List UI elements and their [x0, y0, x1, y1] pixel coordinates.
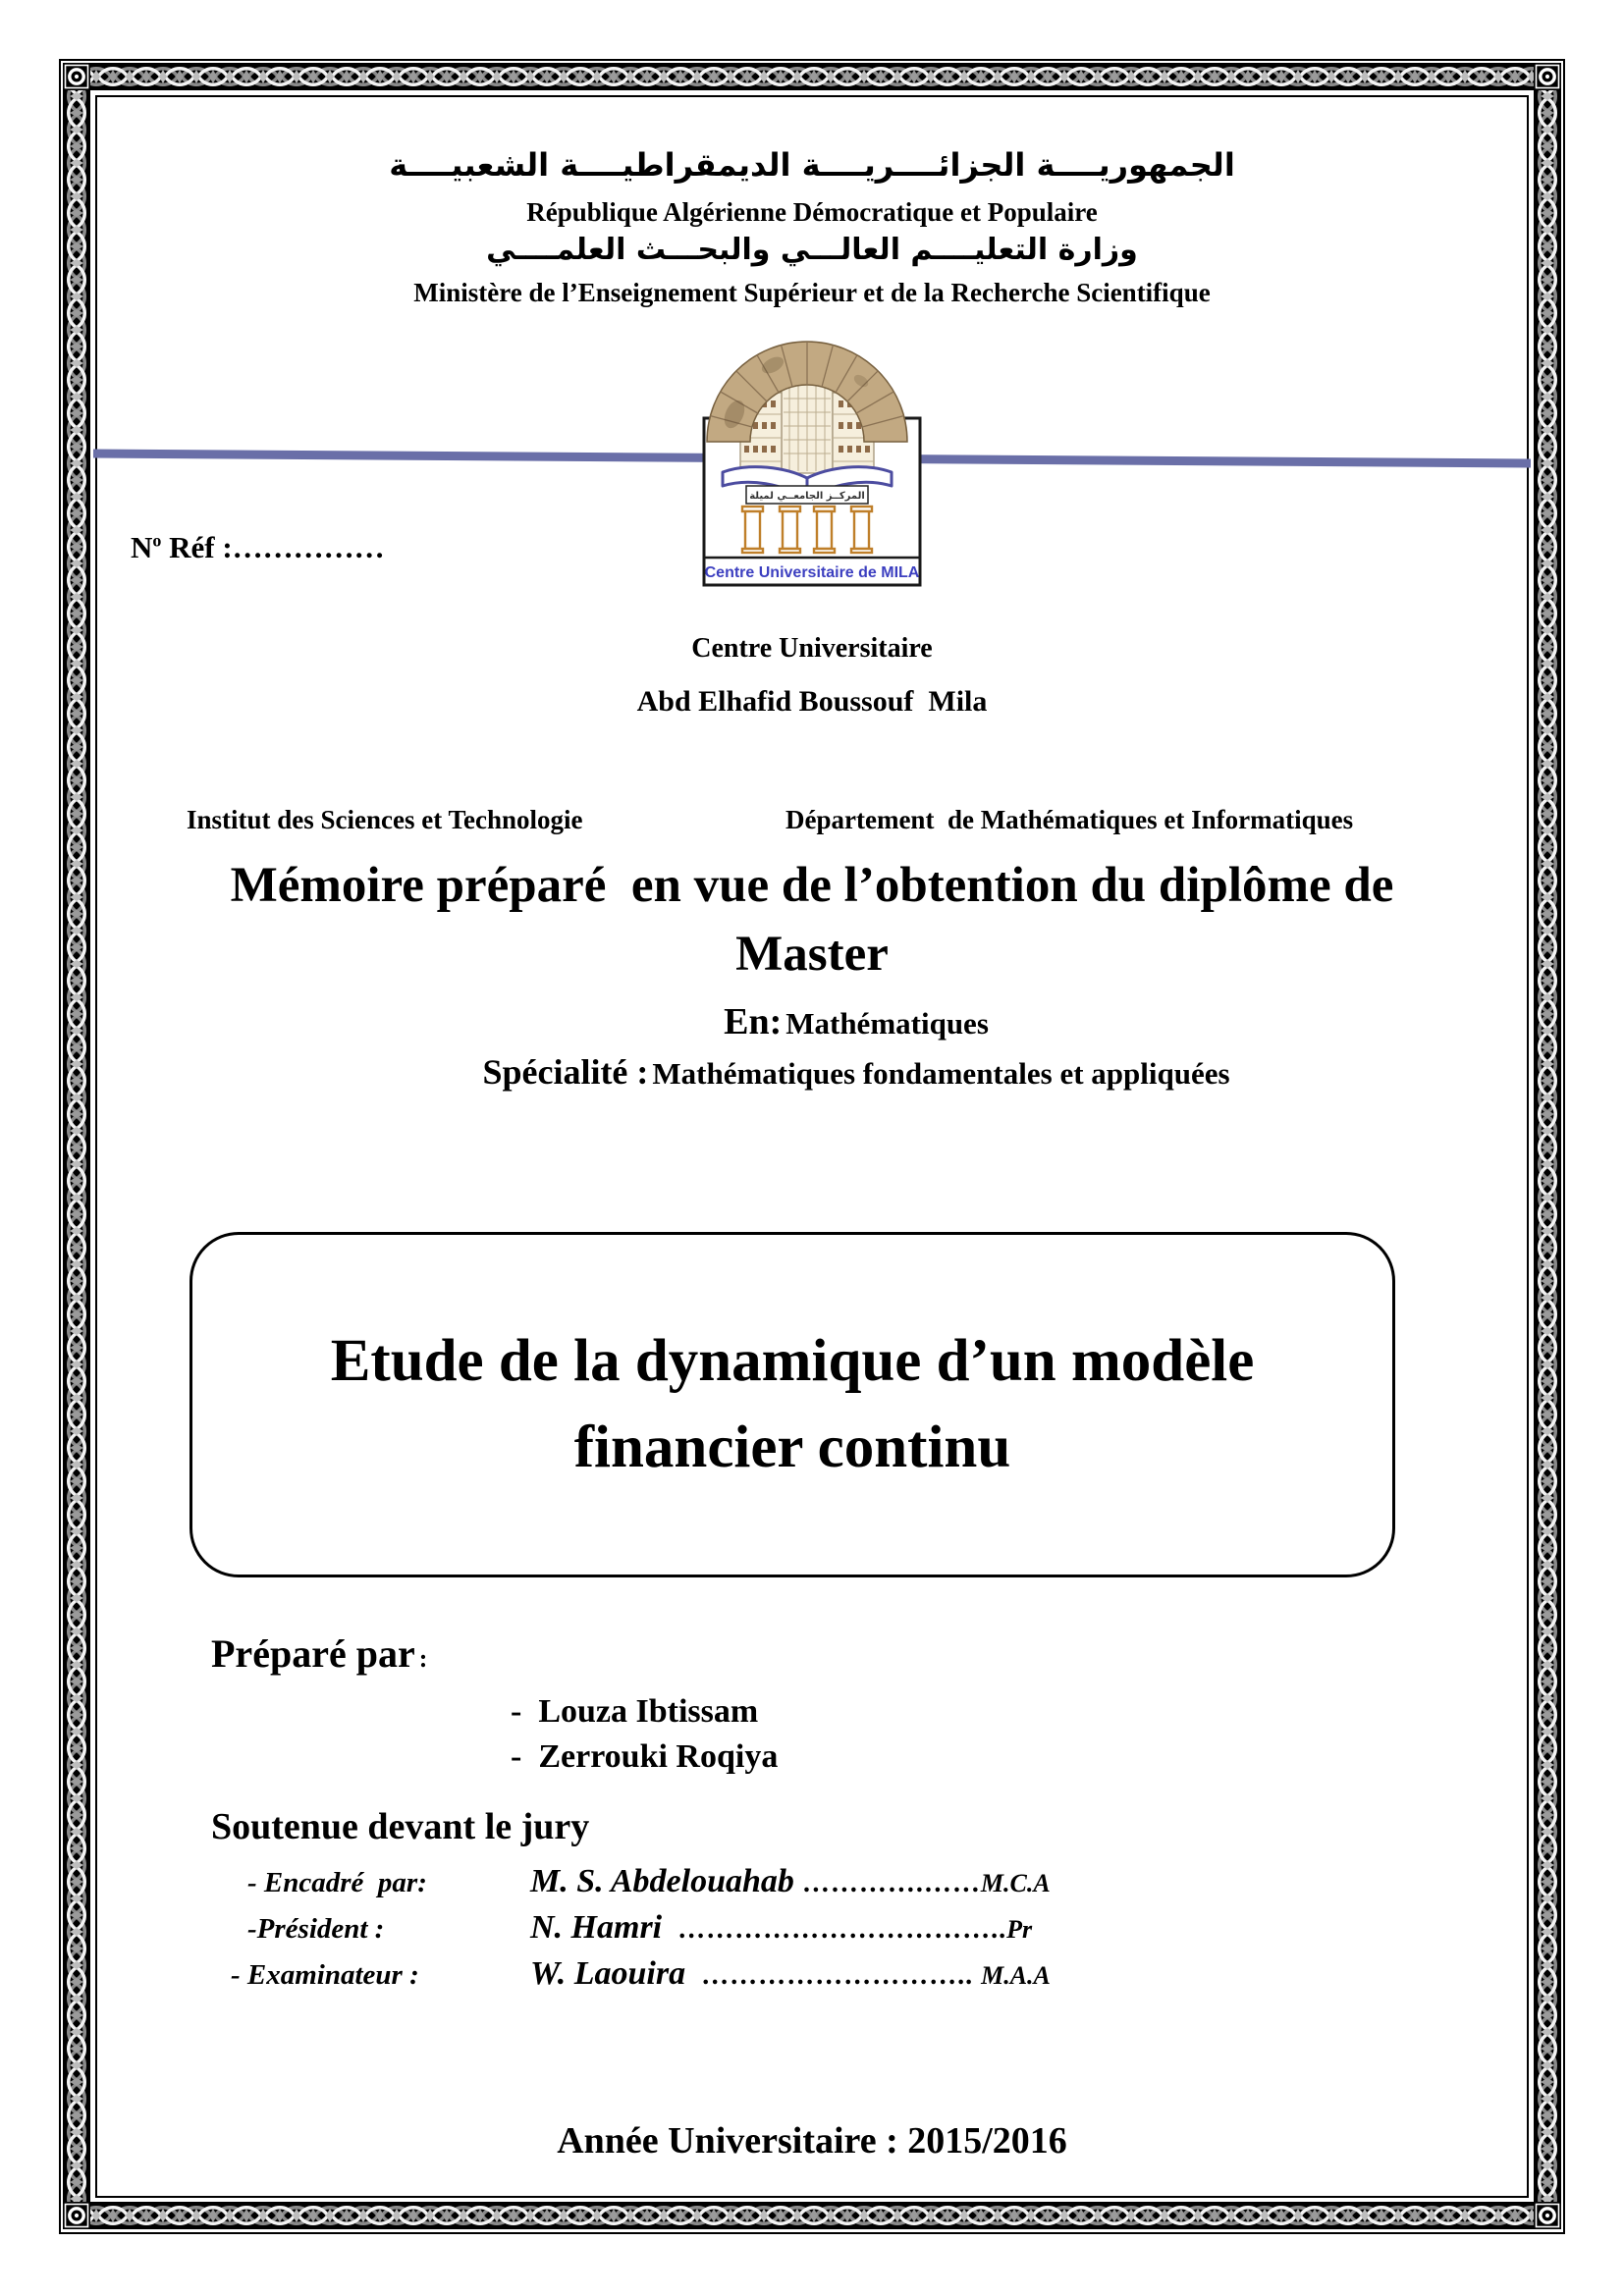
header-arabic-republic-text: الجمهوريــــة الجزائــــريــــة الديمقراطيــــة الشعبيــــة [389, 146, 1235, 184]
field-value: Mathématiques [785, 1006, 989, 1041]
header-arabic-ministry-text: وزارة التعليــــم العالـــي والبحـــث العلمــــي [486, 233, 1138, 267]
specialty-value: Mathématiques fondamentales et appliquées [652, 1056, 1230, 1091]
ref-number-sup: o [152, 530, 162, 551]
academic-year-text: Année Universitaire : 2015/2016 [557, 2120, 1067, 2162]
author-bullet: - [511, 1738, 522, 1775]
ref-number-dots: Réf :…………… [161, 530, 385, 564]
header-arabic-republic [98, 147, 1526, 184]
memoire-statement-line2-text: Master [735, 927, 889, 982]
thesis-title-box [189, 1232, 1395, 1577]
university-logo [689, 324, 925, 589]
jury-row [247, 1863, 1051, 1900]
jury-member-name: W. Laouira [530, 1955, 686, 1992]
jury-member-grade: M.C.A [980, 1869, 1051, 1897]
jury-leader-dots: ……………………….. [685, 1960, 982, 1991]
jury-heading-text: Soutenue devant le jury [211, 1806, 590, 1847]
author-name: Zerrouki Roqiya [538, 1738, 779, 1775]
logo-caption-text: Centre Universitaire de MILA [704, 564, 920, 581]
header-french-republic-text: République Algérienne Démocratique et Populaire [526, 197, 1098, 227]
jury-role: -Président : [247, 1913, 385, 1945]
header-french-ministry-text: Ministère de l’Enseignement Supérieur et de la Recherche Scientifique [413, 278, 1211, 307]
frame-corner-bottom-right [1534, 2202, 1561, 2229]
ref-number-n: N [131, 530, 153, 564]
header-french-ministry [98, 278, 1526, 308]
university-name-line2 [98, 685, 1526, 720]
jury-member-name: M. S. Abdelouahab [530, 1863, 794, 1899]
prepared-by-colon: : [418, 1644, 428, 1673]
memoire-statement-line2 [88, 926, 1536, 984]
university-name-line2-text: Abd Elhafid Boussouf Mila [636, 685, 988, 718]
academic-year [98, 2120, 1526, 2163]
prepared-by-heading [211, 1631, 427, 1677]
frame-band-right [1534, 63, 1561, 2229]
memoire-statement-line1 [88, 857, 1536, 915]
frame-corner-top-right [1534, 63, 1561, 90]
header-french-republic [98, 197, 1526, 228]
jury-member-grade: Pr [1006, 1915, 1033, 1944]
author-item [511, 1737, 778, 1776]
frame-band-top [63, 63, 1561, 90]
frame-band-left [63, 63, 90, 2229]
author-name: Louza Ibtissam [538, 1693, 759, 1730]
university-name-line1-text: Centre Universitaire [691, 633, 933, 664]
specialty-label: Spécialité : [482, 1052, 649, 1092]
institute-name [187, 805, 583, 835]
jury-heading [211, 1806, 589, 1849]
jury-member-name: N. Hamri [530, 1909, 663, 1946]
field-label: En: [724, 1001, 783, 1042]
jury-row [231, 1955, 1051, 1993]
author-bullet: - [511, 1693, 522, 1730]
jury-member-grade: M.A.A [981, 1961, 1051, 1990]
thesis-title-line2: financier continu [573, 1415, 1011, 1480]
department-name-text: Département de Mathématiques et Informatiques [785, 805, 1354, 834]
jury-leader-dots: ………….…… [793, 1868, 981, 1898]
frame-corner-top-left [63, 63, 90, 90]
jury-role: - Encadré par: [247, 1867, 427, 1898]
jury-row [247, 1909, 1032, 1947]
specialty-line [177, 1052, 1536, 1093]
memoire-statement-line1-text: Mémoire préparé en vue de l’obtention du diplôme de [230, 858, 1394, 913]
header-arabic-ministry [98, 234, 1526, 268]
thesis-title-line1: Etude de la dynamique d’un modèle [330, 1327, 1255, 1394]
frame-band-bottom [63, 2202, 1561, 2229]
jury-leader-dots: …………………………….. [662, 1914, 1007, 1945]
prepared-by-label: Préparé par [211, 1631, 415, 1676]
institute-name-text: Institut des Sciences et Technologie [187, 805, 583, 834]
jury-role: - Examinateur : [231, 1959, 419, 1991]
frame-corner-bottom-left [63, 2202, 90, 2229]
department-name [785, 805, 1353, 835]
logo-ribbon-arabic-text: المركــز الجامعــي لميلة [749, 491, 865, 502]
university-name-line1 [98, 633, 1526, 665]
field-line [177, 1001, 1536, 1044]
author-item [511, 1692, 758, 1731]
ref-number [131, 530, 385, 565]
